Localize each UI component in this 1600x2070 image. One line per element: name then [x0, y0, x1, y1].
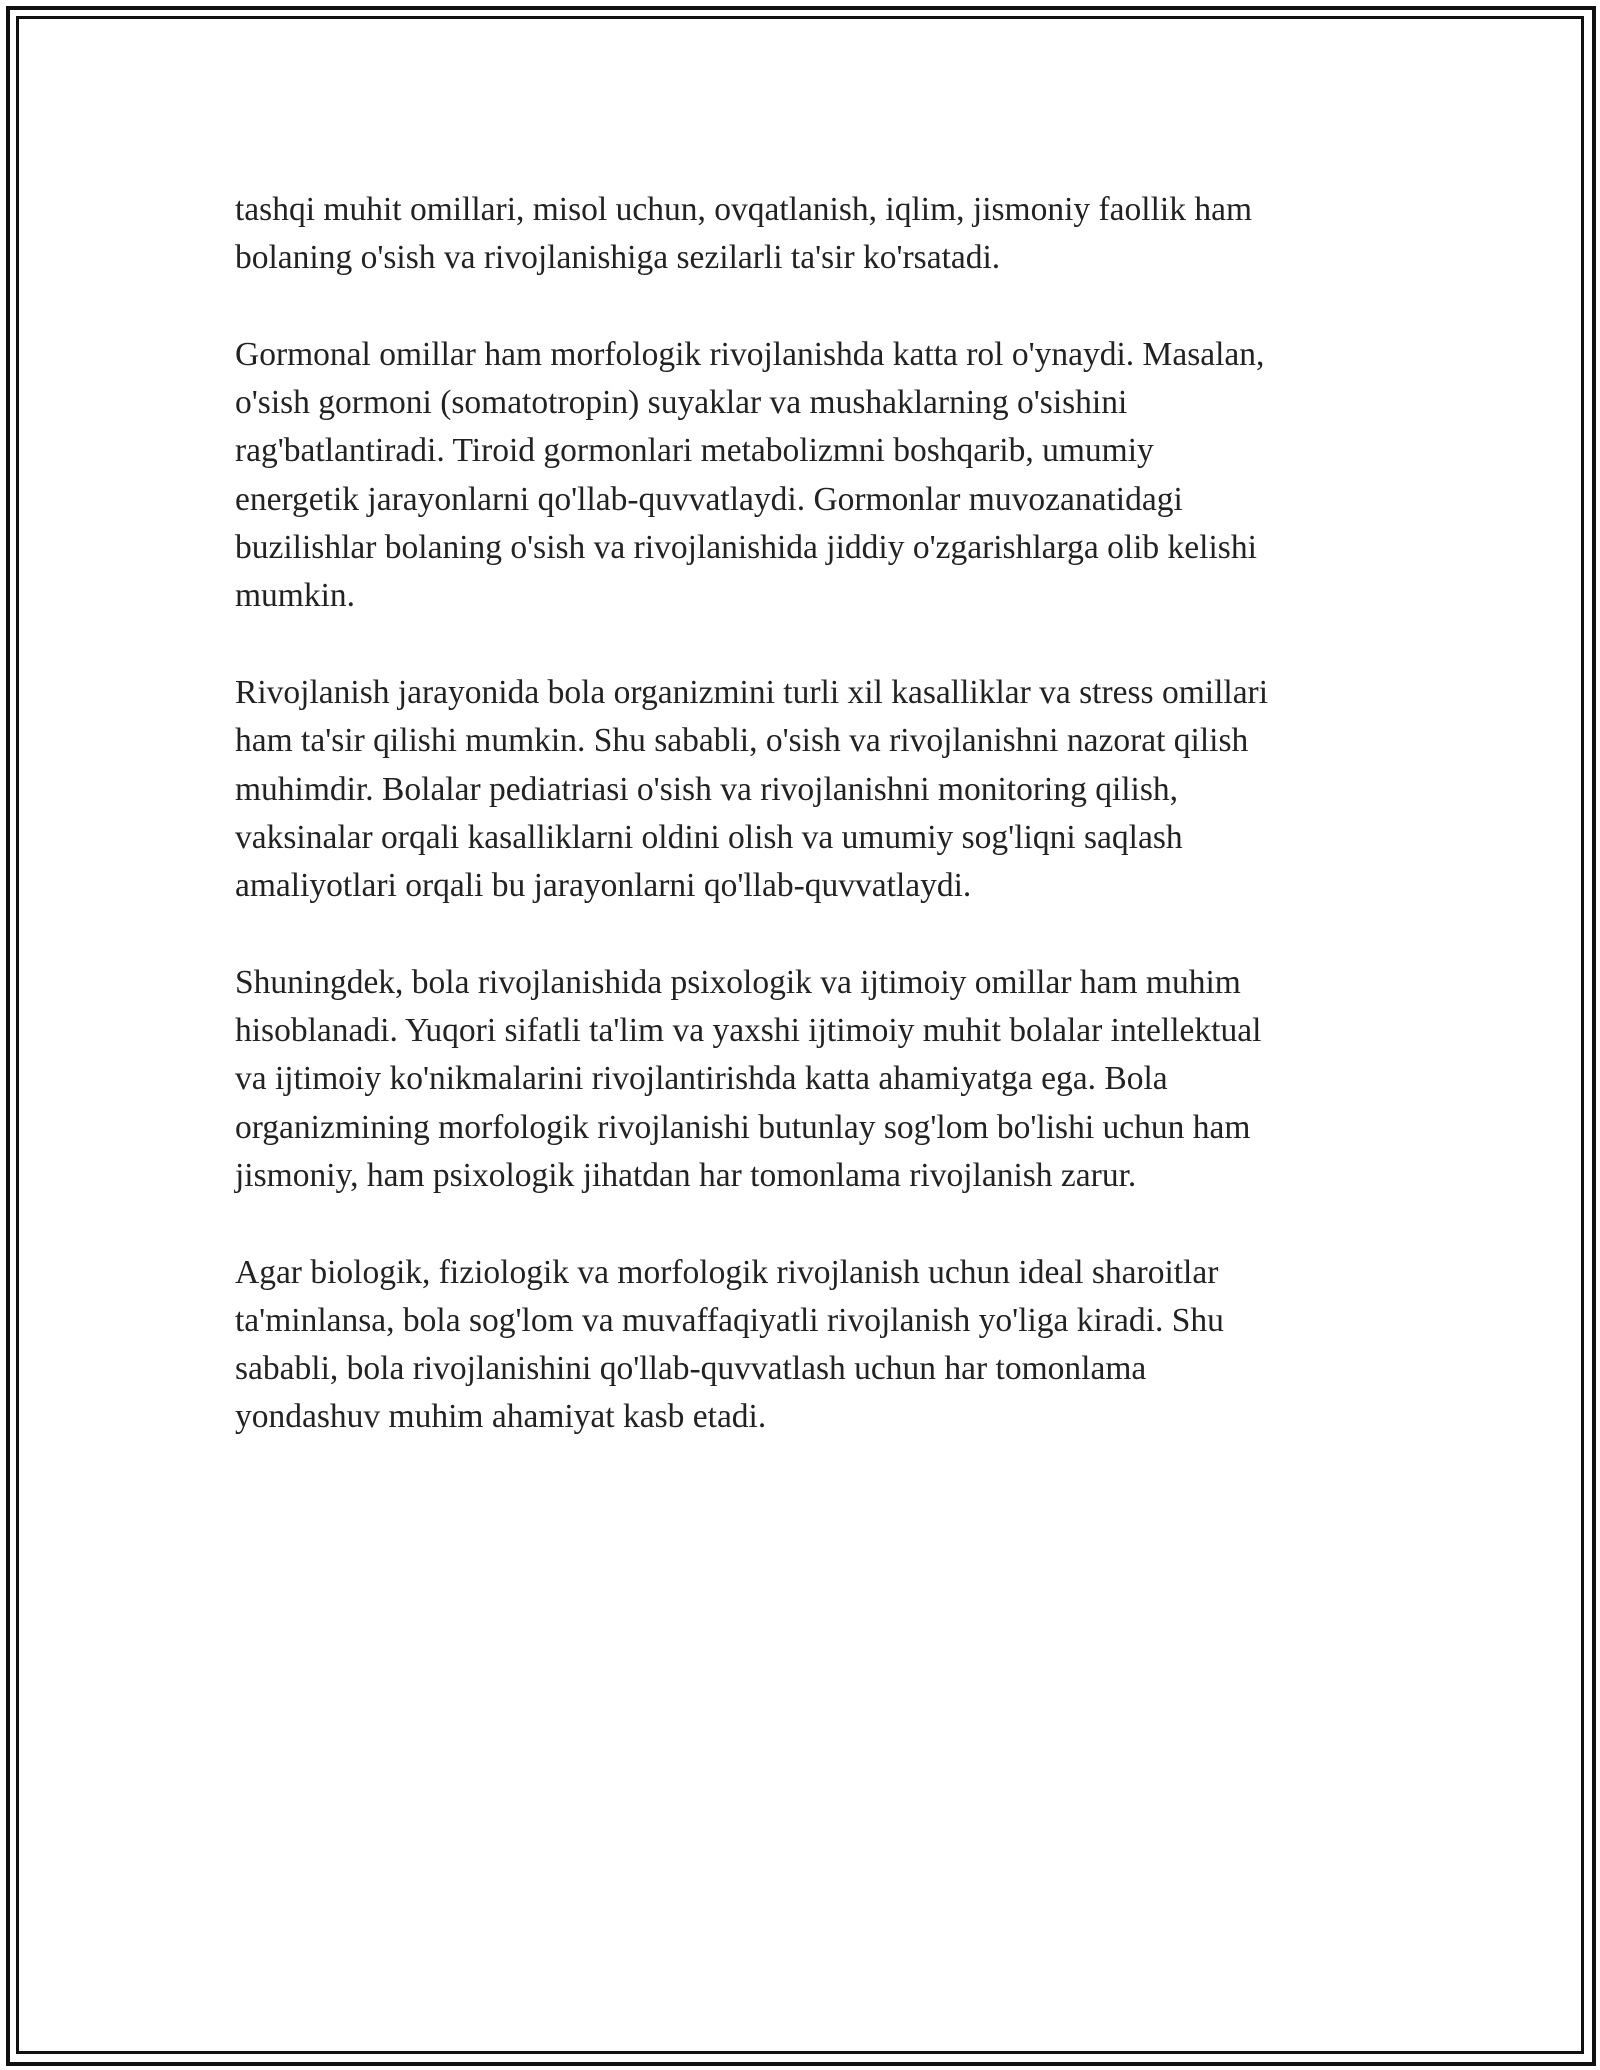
paragraph-1: tashqi muhit omillari, misol uchun, ovqatlanish, iqlim, jismoniy faollik ham bolaning o'sish va rivojlanishiga sezilarli ta'sir ko'rsatadi.: [235, 191, 1253, 277]
document-body: [235, 186, 1405, 1490]
paragraph-5: Agar biologik, fiziologik va morfologik rivojlanish uchun ideal sharoitlar ta'minlansa, bola sog'lom va muvaffaqiyatli rivojlanish yo'liga kiradi. Shu sababli, bola rivojlanishini qo'llab-quvvatlash uchun har tomonlama yondashuv muhim ahamiyat kasb etadi.: [235, 1253, 1224, 1436]
paragraph-3: Rivojlanish jarayonida bola organizmini turli xil kasalliklar va stress omillari ham ta'sir qilishi mumkin. Shu sababli, o'sish va rivojlanishni nazorat qilish muhimdir. Bolalar pediatriasi o'sish va rivojlanishni monitoring qilish, vaksinalar orqali kasalliklarni oldini olish va umumiy sog'liqni saqlash amaliyotlari orqali bu jarayonlarni qo'llab-quvvatlaydi.: [235, 673, 1269, 905]
paragraph-4: Shuningdek, bola rivojlanishida psixologik va ijtimoiy omillar ham muhim hisoblanadi. Yuqori sifatli ta'lim va yaxshi ijtimoiy muhit bolalar intellektual va ijtimoiy ko'nikmalarini rivojlantirishda katta ahamiyatga ega. Bola organizmining morfologik rivojlanishi butunlay sog'lom bo'lishi uchun ham jismoniy, ham psixologik jihatdan har tomonlama rivojlanish zarur.: [235, 963, 1262, 1194]
paragraph-2: Gormonal omillar ham morfologik rivojlanishda katta rol o'ynaydi. Masalan, o'sish gormoni (somatotropin) suyaklar va mushaklarning o'sishini rag'batlantiradi. Tiroid gormonlari metabolizmni boshqarib, umumiy energetik jarayonlarni qo'llab-quvvatlaydi. Gormonlar muvozanatidagi buzilishlar bolaning o'sish va rivojlanishida jiddiy o'zgarishlarga olib kelishi mumkin.: [235, 335, 1265, 615]
